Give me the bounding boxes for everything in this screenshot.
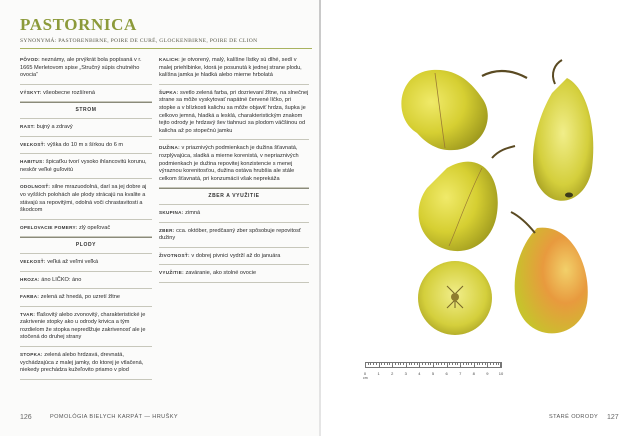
- scale-minor-tick: [376, 362, 377, 365]
- scale-minor-tick: [438, 362, 439, 365]
- scale-minor-tick: [414, 362, 415, 365]
- entry-text: všeobecne rozšírená: [43, 89, 95, 96]
- scale-minor-tick: [479, 362, 480, 365]
- scale-minor-tick: [370, 362, 371, 365]
- section-heading: ZBER A VYUŽITIE: [159, 188, 309, 205]
- entry-key: PÔVOD:: [20, 57, 40, 62]
- scale-tick: [460, 362, 461, 368]
- right-page: [321, 0, 640, 436]
- entry-key: ŽIVOTNOSŤ:: [159, 252, 190, 258]
- scale-tick: [406, 362, 407, 368]
- entry-key: VÝSKYT:: [20, 89, 42, 95]
- scale-label: 10: [498, 371, 504, 376]
- description-entry: [159, 248, 309, 266]
- scale-minor-tick: [477, 362, 478, 365]
- scale-minor-tick: [403, 362, 404, 365]
- entry-text: zelená až hnedá, po uzretí žltne: [40, 294, 121, 301]
- description-entry: [20, 220, 152, 238]
- scale-minor-tick: [389, 362, 390, 365]
- scale-label: 6: [445, 371, 448, 376]
- scale-minor-tick: [466, 362, 467, 365]
- scale-minor-tick: [428, 362, 429, 365]
- scale-minor-tick: [409, 362, 410, 365]
- scale-minor-tick: [425, 362, 426, 365]
- description-entry: [159, 205, 309, 223]
- footer-right: STARÉ ODRODY: [549, 414, 599, 420]
- scale-minor-tick: [422, 362, 423, 365]
- scale-minor-tick: [457, 362, 458, 365]
- entry-key: KALICH:: [159, 57, 180, 62]
- description-entry: [20, 85, 152, 103]
- scale-minor-tick: [387, 362, 388, 365]
- scale-label: 1: [377, 371, 380, 376]
- pear-top-right: [533, 60, 593, 201]
- entry-text: zelená alebo hrdzavá, drevnatá, vychádzajúca z malej jamky, do ktorej je vtlačená, niekedy prechádza kužeľovito priamo v plod: [20, 352, 144, 374]
- scale-minor-tick: [373, 362, 374, 365]
- pears-photo: [387, 58, 617, 348]
- description-entry: [20, 289, 152, 307]
- entry-text: cca. október, predčasný zber spôsobuje repovitosť dužiny: [159, 227, 302, 242]
- title-rule: [20, 48, 312, 49]
- scale-minor-tick: [430, 362, 431, 365]
- scale-label: 4: [418, 371, 421, 376]
- scale-unit: cm: [363, 376, 368, 380]
- entry-text: výška do 10 m s šírkou do 6 m: [47, 141, 124, 148]
- entry-key: DUŽINA:: [159, 145, 180, 151]
- section-heading: PLODY: [20, 237, 152, 254]
- scale-label: 0: [363, 371, 367, 376]
- description-entry: [159, 140, 309, 188]
- entry-text: v dobrej pivnici vydrží až do januára: [191, 252, 281, 259]
- scale-tick: [379, 362, 380, 368]
- scale-label: 5: [431, 371, 435, 376]
- pear-bottom-right: [511, 212, 588, 333]
- entry-text: silne mrazuodolná, darí sa jej dobre aj vo vyšších polohách ale plody strácajú na kvalite a stávajú sa repovitými, odolná voči chrastavitosti a škodcom: [20, 184, 147, 214]
- description-entry: [159, 223, 309, 248]
- section-heading: STROM: [20, 102, 152, 119]
- entry-key: TVAR:: [20, 311, 36, 317]
- description-entry: [20, 179, 152, 219]
- scale-minor-tick: [411, 362, 412, 365]
- footer-left: POMOLÓGIA BIELYCH KARPÁT — HRUŠKY: [50, 414, 179, 420]
- left-page: [0, 0, 319, 436]
- scale-label: 9: [486, 371, 489, 376]
- scale-minor-tick: [468, 362, 469, 365]
- entry-key: OPELOVACIE POMERY:: [20, 224, 78, 230]
- description-entry: [159, 54, 309, 85]
- variety-title: PASTORNICA: [20, 15, 137, 34]
- scale-label: 2: [391, 371, 394, 376]
- scale-tick: [474, 362, 475, 368]
- entry-key: ODOLNOSŤ:: [20, 184, 51, 190]
- entry-text: zimná: [185, 209, 201, 216]
- entry-key: VEĽKOSŤ:: [20, 258, 46, 264]
- entry-text: svetlo zelená farba, pri dozrievaní žltne, na slnečnej strane sa môže vyskytovať napätné červené líčko, pri stopke a v blízkosti kalichu sa môže objaviť hrdza, šupka je celkovo jemná, hladká a lesklá, charakteristickým znakom tejto odrody je hrdzavý šev tiahnuci sa plodom väčšinou od kalicha až po stopečnú jamku: [159, 89, 309, 134]
- entry-text: neznámy, ale prvýkrát bola popísaná v r. 1665 Merletovom spise „Stručný súpis chutného ovocia“: [20, 57, 142, 79]
- size-scale: [363, 362, 504, 382]
- scale-minor-tick: [398, 362, 399, 365]
- entry-key: FARBA:: [20, 294, 40, 300]
- entry-text: zlý opeľovač: [78, 224, 111, 231]
- description-entry: [20, 119, 152, 137]
- pear-middle-left: [419, 146, 515, 251]
- scale-tick: [365, 362, 366, 368]
- scale-tick: [433, 362, 434, 368]
- entry-key: HROZA:: [20, 276, 40, 282]
- entry-key: ŠUPKA:: [159, 89, 179, 95]
- description-entry: [20, 347, 152, 380]
- scale-tick: [419, 362, 420, 368]
- scale-minor-tick: [490, 362, 491, 365]
- page-number-right: 127: [607, 414, 619, 421]
- entry-text: špicaťku tvorí vysoko ihlancovitú korunu, neskôr veľké guľovitú: [20, 159, 147, 173]
- scale-minor-tick: [471, 362, 472, 365]
- scale-minor-tick: [395, 362, 396, 365]
- synonyms-line: SYNONYMÁ: PASTORENBIRNE, POIRE DE CURÉ, GLOCKENBIRNE, POIRE DE CLION: [20, 38, 258, 44]
- entry-key: HABITUS:: [20, 159, 45, 165]
- scale-minor-tick: [381, 362, 382, 365]
- description-entry: [20, 254, 152, 272]
- entry-text: veľká až veľmi veľká: [47, 258, 99, 265]
- scale-minor-tick: [436, 362, 437, 365]
- description-entry: [20, 154, 152, 179]
- entry-key: ZBER:: [159, 227, 175, 233]
- entry-text: v priaznivých podmienkach je dužina šťavnatá, rozplývajúca, sladká a mierne korenistá, v nepriaznivých podmienkach je dužina repovitej konzistencie s menej výraznou korenitosťou, dužina ostáva hrubšia ale stále celkom šťavnatá, pri konzumácii však neprekáža: [159, 145, 299, 182]
- description-column-b: [159, 54, 309, 283]
- description-entry: [20, 137, 152, 155]
- scale-tick: [501, 362, 502, 368]
- scale-tick: [447, 362, 448, 368]
- entry-text: áno LIČKO: áno: [41, 276, 82, 283]
- scale-minor-tick: [493, 362, 494, 365]
- scale-minor-tick: [449, 362, 450, 365]
- entry-text: zaváranie, ako stolné ovocie: [185, 270, 257, 277]
- entry-key: SKUPINA:: [159, 209, 184, 215]
- scale-minor-tick: [463, 362, 464, 365]
- pear-top-left: [401, 70, 527, 150]
- pear-cut-view: [418, 261, 492, 335]
- entry-key: STOPKA:: [20, 352, 43, 358]
- description-entry: [20, 272, 152, 290]
- description-entry: [20, 307, 152, 347]
- entry-key: VYUŽITIE:: [159, 270, 184, 276]
- description-entry: [159, 265, 309, 283]
- scale-label: 3: [404, 371, 407, 376]
- entry-text: je otvorený, malý, kalíšne lístky sú dlhé, sedí v malej priehlbinke, ktorá je posunutá k jednej strane plodu, kalíšna jamka je hladká alebo mierne hrbolatá: [159, 57, 302, 79]
- scale-minor-tick: [485, 362, 486, 365]
- scale-minor-tick: [452, 362, 453, 365]
- scale-minor-tick: [482, 362, 483, 365]
- entry-text: fľašovitý alebo zvonovitý, charakteristické je zakrivenie stopky ako u odrody krivica a tým rozdielom že stopka nepredlžuje zakrivenosť ale je stočená do druhej strany: [20, 311, 146, 341]
- scale-label: 7: [459, 371, 462, 376]
- scale-minor-tick: [455, 362, 456, 365]
- scale-minor-tick: [441, 362, 442, 365]
- entry-key: VEĽKOSŤ:: [20, 141, 46, 147]
- description-column-a: [20, 54, 152, 380]
- scale-minor-tick: [400, 362, 401, 365]
- scale-minor-tick: [384, 362, 385, 365]
- scale-label: 8: [472, 371, 475, 376]
- scale-tick: [392, 362, 393, 368]
- scale-minor-tick: [498, 362, 499, 365]
- scale-minor-tick: [444, 362, 445, 365]
- description-entry: [20, 54, 152, 85]
- scale-tick: [487, 362, 488, 368]
- scale-minor-tick: [496, 362, 497, 365]
- page-number-left: 126: [20, 414, 32, 421]
- scale-minor-tick: [417, 362, 418, 365]
- description-entry: [159, 85, 309, 141]
- entry-text: bujný a zdravý: [36, 123, 73, 130]
- scale-minor-tick: [368, 362, 369, 365]
- entry-key: RAST:: [20, 123, 36, 129]
